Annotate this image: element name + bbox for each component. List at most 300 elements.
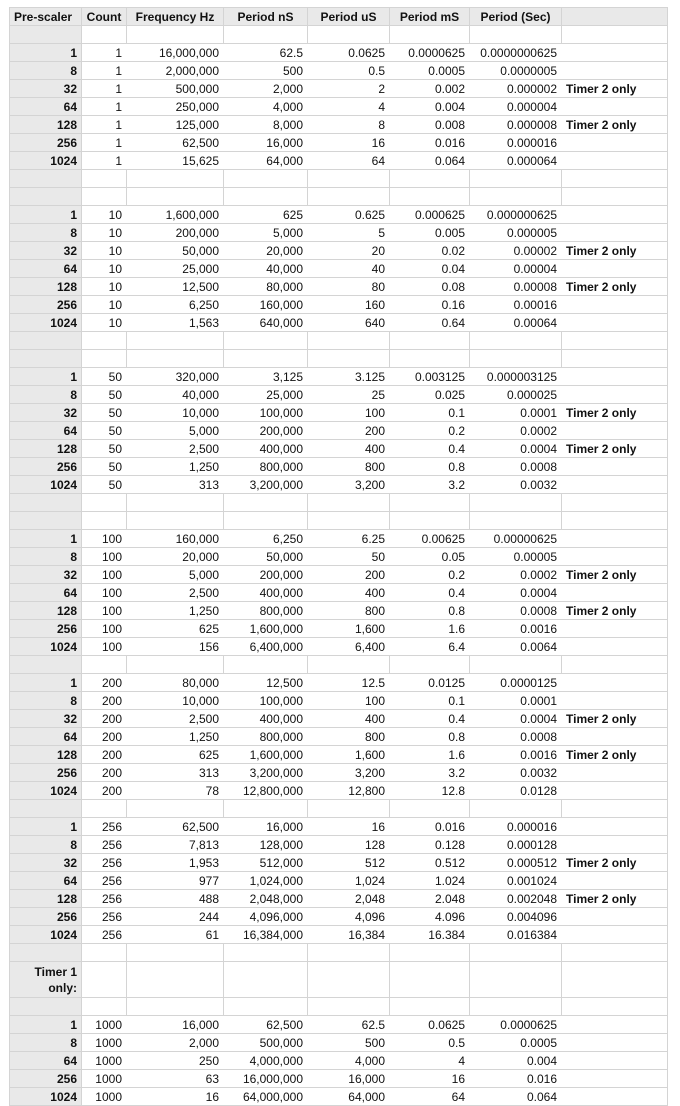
cell-period-ms[interactable]: 3.2 bbox=[390, 476, 470, 494]
cell-period-sec[interactable]: 0.0004 bbox=[470, 710, 562, 728]
cell-period-ns[interactable]: 16,000 bbox=[224, 818, 308, 836]
cell-period-ns[interactable]: 100,000 bbox=[224, 404, 308, 422]
cell-note[interactable] bbox=[562, 764, 668, 782]
cell-count[interactable]: 10 bbox=[82, 314, 127, 332]
cell-period-us[interactable]: 4,096 bbox=[308, 908, 390, 926]
cell-count[interactable]: 1000 bbox=[82, 1016, 127, 1034]
cell-empty[interactable] bbox=[562, 350, 668, 368]
cell-frequency-hz[interactable]: 62,500 bbox=[127, 818, 224, 836]
cell-count[interactable]: 50 bbox=[82, 440, 127, 458]
cell-empty[interactable] bbox=[562, 494, 668, 512]
cell-prescaler[interactable]: 8 bbox=[10, 836, 82, 854]
cell-note[interactable] bbox=[562, 62, 668, 80]
timer1-only-label[interactable]: Timer 1 only: bbox=[10, 962, 82, 998]
cell-count[interactable]: 256 bbox=[82, 890, 127, 908]
cell-empty[interactable] bbox=[562, 962, 668, 998]
cell-count[interactable]: 1 bbox=[82, 116, 127, 134]
cell-empty[interactable] bbox=[224, 26, 308, 44]
cell-note[interactable] bbox=[562, 368, 668, 386]
cell-note[interactable] bbox=[562, 548, 668, 566]
cell-count[interactable]: 1000 bbox=[82, 1052, 127, 1070]
cell-note[interactable] bbox=[562, 530, 668, 548]
cell-empty[interactable] bbox=[127, 332, 224, 350]
cell-frequency-hz[interactable]: 977 bbox=[127, 872, 224, 890]
cell-count[interactable]: 100 bbox=[82, 566, 127, 584]
cell-period-ms[interactable]: 0.1 bbox=[390, 404, 470, 422]
cell-frequency-hz[interactable]: 5,000 bbox=[127, 566, 224, 584]
cell-period-ms[interactable]: 0.0000625 bbox=[390, 44, 470, 62]
cell-period-sec[interactable]: 0.0032 bbox=[470, 476, 562, 494]
cell-period-sec[interactable]: 0.000016 bbox=[470, 818, 562, 836]
timer2-only-note[interactable]: Timer 2 only bbox=[562, 746, 668, 764]
cell-period-ms[interactable]: 1.6 bbox=[390, 620, 470, 638]
cell-period-ms[interactable]: 0.8 bbox=[390, 728, 470, 746]
cell-period-ns[interactable]: 500 bbox=[224, 62, 308, 80]
cell-empty[interactable] bbox=[127, 512, 224, 530]
header-period-us[interactable]: Period uS bbox=[308, 8, 390, 26]
cell-empty[interactable] bbox=[562, 998, 668, 1016]
cell-empty[interactable] bbox=[562, 944, 668, 962]
cell-period-ms[interactable]: 12.8 bbox=[390, 782, 470, 800]
cell-period-us[interactable]: 800 bbox=[308, 728, 390, 746]
cell-count[interactable]: 100 bbox=[82, 620, 127, 638]
cell-note[interactable] bbox=[562, 782, 668, 800]
cell-period-us[interactable]: 64,000 bbox=[308, 1088, 390, 1106]
cell-period-ms[interactable]: 0.0125 bbox=[390, 674, 470, 692]
cell-frequency-hz[interactable]: 500,000 bbox=[127, 80, 224, 98]
cell-empty[interactable] bbox=[562, 26, 668, 44]
cell-period-us[interactable]: 1,600 bbox=[308, 746, 390, 764]
cell-period-ns[interactable]: 16,000,000 bbox=[224, 1070, 308, 1088]
cell-empty[interactable] bbox=[127, 962, 224, 998]
cell-empty[interactable] bbox=[82, 188, 127, 206]
cell-period-sec[interactable]: 0.0000125 bbox=[470, 674, 562, 692]
cell-empty[interactable] bbox=[470, 962, 562, 998]
timer2-only-note[interactable]: Timer 2 only bbox=[562, 602, 668, 620]
cell-period-ns[interactable]: 62,500 bbox=[224, 1016, 308, 1034]
cell-period-sec[interactable]: 0.00005 bbox=[470, 548, 562, 566]
cell-note[interactable] bbox=[562, 314, 668, 332]
cell-prescaler[interactable]: 8 bbox=[10, 224, 82, 242]
cell-count[interactable]: 10 bbox=[82, 224, 127, 242]
header-count[interactable]: Count bbox=[82, 8, 127, 26]
cell-count[interactable]: 100 bbox=[82, 602, 127, 620]
cell-prescaler[interactable]: 1 bbox=[10, 1016, 82, 1034]
cell-period-ms[interactable]: 0.025 bbox=[390, 386, 470, 404]
cell-note[interactable] bbox=[562, 638, 668, 656]
cell-period-ns[interactable]: 1,024,000 bbox=[224, 872, 308, 890]
cell-frequency-hz[interactable]: 20,000 bbox=[127, 548, 224, 566]
cell-empty[interactable] bbox=[224, 944, 308, 962]
cell-empty[interactable] bbox=[390, 998, 470, 1016]
cell-prescaler[interactable]: 1 bbox=[10, 368, 82, 386]
cell-frequency-hz[interactable]: 2,500 bbox=[127, 440, 224, 458]
cell-period-ns[interactable]: 128,000 bbox=[224, 836, 308, 854]
cell-period-us[interactable]: 80 bbox=[308, 278, 390, 296]
cell-prescaler[interactable]: 32 bbox=[10, 80, 82, 98]
cell-period-ns[interactable]: 62.5 bbox=[224, 44, 308, 62]
cell-prescaler[interactable]: 64 bbox=[10, 422, 82, 440]
cell-note[interactable] bbox=[562, 1016, 668, 1034]
cell-period-ms[interactable]: 0.4 bbox=[390, 584, 470, 602]
cell-empty[interactable] bbox=[224, 800, 308, 818]
cell-period-us[interactable]: 2,048 bbox=[308, 890, 390, 908]
cell-count[interactable]: 1 bbox=[82, 44, 127, 62]
cell-empty[interactable] bbox=[82, 332, 127, 350]
cell-frequency-hz[interactable]: 313 bbox=[127, 764, 224, 782]
cell-period-ms[interactable]: 1.024 bbox=[390, 872, 470, 890]
cell-prescaler[interactable]: 8 bbox=[10, 548, 82, 566]
cell-count[interactable]: 50 bbox=[82, 368, 127, 386]
cell-period-ms[interactable]: 0.4 bbox=[390, 710, 470, 728]
cell-note[interactable] bbox=[562, 692, 668, 710]
cell-period-us[interactable]: 5 bbox=[308, 224, 390, 242]
cell-period-sec[interactable]: 0.0004 bbox=[470, 584, 562, 602]
cell-period-ns[interactable]: 64,000 bbox=[224, 152, 308, 170]
cell-prescaler[interactable]: 8 bbox=[10, 62, 82, 80]
cell-count[interactable]: 200 bbox=[82, 674, 127, 692]
cell-period-sec[interactable]: 0.000000625 bbox=[470, 206, 562, 224]
cell-frequency-hz[interactable]: 125,000 bbox=[127, 116, 224, 134]
cell-note[interactable] bbox=[562, 44, 668, 62]
cell-empty[interactable] bbox=[224, 962, 308, 998]
cell-period-sec[interactable]: 0.0008 bbox=[470, 602, 562, 620]
cell-count[interactable]: 256 bbox=[82, 872, 127, 890]
cell-prescaler[interactable]: 1024 bbox=[10, 782, 82, 800]
cell-period-ns[interactable]: 160,000 bbox=[224, 296, 308, 314]
cell-prescaler[interactable]: 64 bbox=[10, 584, 82, 602]
timer2-only-note[interactable]: Timer 2 only bbox=[562, 242, 668, 260]
cell-frequency-hz[interactable]: 10,000 bbox=[127, 404, 224, 422]
cell-empty[interactable] bbox=[308, 170, 390, 188]
cell-period-sec[interactable]: 0.000128 bbox=[470, 836, 562, 854]
timer2-only-note[interactable]: Timer 2 only bbox=[562, 566, 668, 584]
cell-empty[interactable] bbox=[562, 656, 668, 674]
cell-period-sec[interactable]: 0.000008 bbox=[470, 116, 562, 134]
cell-prescaler[interactable]: 1 bbox=[10, 206, 82, 224]
cell-period-sec[interactable]: 0.016384 bbox=[470, 926, 562, 944]
cell-empty[interactable] bbox=[390, 800, 470, 818]
cell-period-ms[interactable]: 0.08 bbox=[390, 278, 470, 296]
cell-empty[interactable] bbox=[82, 998, 127, 1016]
cell-empty[interactable] bbox=[470, 998, 562, 1016]
cell-period-us[interactable]: 25 bbox=[308, 386, 390, 404]
cell-period-ns[interactable]: 2,048,000 bbox=[224, 890, 308, 908]
cell-period-us[interactable]: 128 bbox=[308, 836, 390, 854]
cell-count[interactable]: 10 bbox=[82, 278, 127, 296]
cell-empty[interactable] bbox=[10, 800, 82, 818]
cell-period-ns[interactable]: 1,600,000 bbox=[224, 746, 308, 764]
cell-empty[interactable] bbox=[127, 170, 224, 188]
cell-empty[interactable] bbox=[308, 332, 390, 350]
cell-prescaler[interactable]: 256 bbox=[10, 296, 82, 314]
cell-count[interactable]: 1000 bbox=[82, 1034, 127, 1052]
cell-prescaler[interactable]: 1024 bbox=[10, 152, 82, 170]
cell-frequency-hz[interactable]: 2,000 bbox=[127, 1034, 224, 1052]
cell-period-sec[interactable]: 0.0002 bbox=[470, 422, 562, 440]
cell-period-ns[interactable]: 100,000 bbox=[224, 692, 308, 710]
cell-period-us[interactable]: 640 bbox=[308, 314, 390, 332]
cell-period-ms[interactable]: 0.04 bbox=[390, 260, 470, 278]
cell-period-sec[interactable]: 0.0128 bbox=[470, 782, 562, 800]
cell-period-sec[interactable]: 0.00064 bbox=[470, 314, 562, 332]
cell-frequency-hz[interactable]: 15,625 bbox=[127, 152, 224, 170]
cell-prescaler[interactable]: 1024 bbox=[10, 926, 82, 944]
cell-empty[interactable] bbox=[390, 26, 470, 44]
cell-empty[interactable] bbox=[127, 188, 224, 206]
cell-note[interactable] bbox=[562, 260, 668, 278]
cell-period-us[interactable]: 12.5 bbox=[308, 674, 390, 692]
cell-empty[interactable] bbox=[390, 656, 470, 674]
cell-count[interactable]: 256 bbox=[82, 926, 127, 944]
timer2-only-note[interactable]: Timer 2 only bbox=[562, 404, 668, 422]
cell-empty[interactable] bbox=[10, 350, 82, 368]
cell-period-ms[interactable]: 4 bbox=[390, 1052, 470, 1070]
cell-frequency-hz[interactable]: 25,000 bbox=[127, 260, 224, 278]
timer2-only-note[interactable]: Timer 2 only bbox=[562, 116, 668, 134]
cell-empty[interactable] bbox=[470, 188, 562, 206]
cell-prescaler[interactable]: 128 bbox=[10, 440, 82, 458]
cell-note[interactable] bbox=[562, 134, 668, 152]
cell-note[interactable] bbox=[562, 872, 668, 890]
cell-frequency-hz[interactable]: 78 bbox=[127, 782, 224, 800]
cell-frequency-hz[interactable]: 1,563 bbox=[127, 314, 224, 332]
cell-empty[interactable] bbox=[10, 656, 82, 674]
cell-period-us[interactable]: 200 bbox=[308, 566, 390, 584]
cell-prescaler[interactable]: 1024 bbox=[10, 1088, 82, 1106]
cell-note[interactable] bbox=[562, 584, 668, 602]
cell-period-sec[interactable]: 0.00016 bbox=[470, 296, 562, 314]
timer2-only-note[interactable]: Timer 2 only bbox=[562, 854, 668, 872]
cell-frequency-hz[interactable]: 80,000 bbox=[127, 674, 224, 692]
cell-prescaler[interactable]: 128 bbox=[10, 746, 82, 764]
cell-prescaler[interactable]: 32 bbox=[10, 404, 82, 422]
cell-count[interactable]: 1000 bbox=[82, 1088, 127, 1106]
cell-prescaler[interactable]: 256 bbox=[10, 764, 82, 782]
cell-period-us[interactable]: 6,400 bbox=[308, 638, 390, 656]
cell-period-ms[interactable]: 0.002 bbox=[390, 80, 470, 98]
cell-period-sec[interactable]: 0.0008 bbox=[470, 728, 562, 746]
cell-period-ns[interactable]: 5,000 bbox=[224, 224, 308, 242]
cell-period-ns[interactable]: 40,000 bbox=[224, 260, 308, 278]
cell-empty[interactable] bbox=[390, 962, 470, 998]
cell-empty[interactable] bbox=[470, 944, 562, 962]
cell-period-ns[interactable]: 3,200,000 bbox=[224, 476, 308, 494]
cell-period-ns[interactable]: 25,000 bbox=[224, 386, 308, 404]
cell-empty[interactable] bbox=[82, 350, 127, 368]
cell-period-ns[interactable]: 800,000 bbox=[224, 728, 308, 746]
cell-period-sec[interactable]: 0.000512 bbox=[470, 854, 562, 872]
cell-count[interactable]: 200 bbox=[82, 764, 127, 782]
cell-period-ns[interactable]: 6,400,000 bbox=[224, 638, 308, 656]
cell-period-sec[interactable]: 0.000003125 bbox=[470, 368, 562, 386]
cell-prescaler[interactable]: 8 bbox=[10, 386, 82, 404]
cell-empty[interactable] bbox=[562, 170, 668, 188]
cell-period-ms[interactable]: 0.8 bbox=[390, 602, 470, 620]
cell-period-us[interactable]: 200 bbox=[308, 422, 390, 440]
cell-count[interactable]: 50 bbox=[82, 458, 127, 476]
cell-period-ns[interactable]: 400,000 bbox=[224, 710, 308, 728]
cell-period-ns[interactable]: 800,000 bbox=[224, 458, 308, 476]
cell-period-sec[interactable]: 0.0004 bbox=[470, 440, 562, 458]
cell-count[interactable]: 100 bbox=[82, 638, 127, 656]
header-period-ms[interactable]: Period mS bbox=[390, 8, 470, 26]
cell-period-us[interactable]: 0.5 bbox=[308, 62, 390, 80]
cell-prescaler[interactable]: 128 bbox=[10, 602, 82, 620]
cell-period-us[interactable]: 100 bbox=[308, 404, 390, 422]
cell-frequency-hz[interactable]: 1,953 bbox=[127, 854, 224, 872]
cell-prescaler[interactable]: 256 bbox=[10, 620, 82, 638]
cell-period-us[interactable]: 4 bbox=[308, 98, 390, 116]
cell-note[interactable] bbox=[562, 620, 668, 638]
cell-count[interactable]: 1000 bbox=[82, 1070, 127, 1088]
cell-period-sec[interactable]: 0.0016 bbox=[470, 620, 562, 638]
cell-period-us[interactable]: 400 bbox=[308, 440, 390, 458]
cell-period-ns[interactable]: 4,096,000 bbox=[224, 908, 308, 926]
cell-period-ms[interactable]: 0.000625 bbox=[390, 206, 470, 224]
cell-period-ns[interactable]: 12,800,000 bbox=[224, 782, 308, 800]
cell-period-sec[interactable]: 0.0001 bbox=[470, 692, 562, 710]
cell-period-us[interactable]: 400 bbox=[308, 584, 390, 602]
cell-count[interactable]: 256 bbox=[82, 818, 127, 836]
cell-empty[interactable] bbox=[10, 188, 82, 206]
cell-frequency-hz[interactable]: 6,250 bbox=[127, 296, 224, 314]
cell-period-ms[interactable]: 3.2 bbox=[390, 764, 470, 782]
cell-period-us[interactable]: 12,800 bbox=[308, 782, 390, 800]
cell-empty[interactable] bbox=[470, 512, 562, 530]
cell-period-sec[interactable]: 0.0002 bbox=[470, 566, 562, 584]
cell-period-us[interactable]: 800 bbox=[308, 602, 390, 620]
cell-period-ns[interactable]: 200,000 bbox=[224, 566, 308, 584]
cell-period-us[interactable]: 1,024 bbox=[308, 872, 390, 890]
cell-note[interactable] bbox=[562, 296, 668, 314]
cell-prescaler[interactable]: 32 bbox=[10, 242, 82, 260]
cell-empty[interactable] bbox=[470, 26, 562, 44]
cell-period-ms[interactable]: 0.512 bbox=[390, 854, 470, 872]
cell-period-ms[interactable]: 0.4 bbox=[390, 440, 470, 458]
cell-frequency-hz[interactable]: 160,000 bbox=[127, 530, 224, 548]
cell-frequency-hz[interactable]: 2,000,000 bbox=[127, 62, 224, 80]
cell-count[interactable]: 10 bbox=[82, 206, 127, 224]
cell-empty[interactable] bbox=[10, 998, 82, 1016]
cell-period-us[interactable]: 500 bbox=[308, 1034, 390, 1052]
cell-period-ms[interactable]: 16.384 bbox=[390, 926, 470, 944]
cell-period-ns[interactable]: 3,200,000 bbox=[224, 764, 308, 782]
cell-prescaler[interactable]: 1024 bbox=[10, 314, 82, 332]
cell-empty[interactable] bbox=[308, 656, 390, 674]
cell-period-us[interactable]: 40 bbox=[308, 260, 390, 278]
cell-period-ms[interactable]: 0.004 bbox=[390, 98, 470, 116]
cell-empty[interactable] bbox=[224, 332, 308, 350]
cell-period-ns[interactable]: 500,000 bbox=[224, 1034, 308, 1052]
cell-period-ms[interactable]: 0.0005 bbox=[390, 62, 470, 80]
cell-frequency-hz[interactable]: 16,000,000 bbox=[127, 44, 224, 62]
cell-period-sec[interactable]: 0.0016 bbox=[470, 746, 562, 764]
cell-count[interactable]: 1 bbox=[82, 152, 127, 170]
timer2-only-note[interactable]: Timer 2 only bbox=[562, 278, 668, 296]
cell-period-ms[interactable]: 4.096 bbox=[390, 908, 470, 926]
cell-frequency-hz[interactable]: 16,000 bbox=[127, 1016, 224, 1034]
cell-period-ns[interactable]: 8,000 bbox=[224, 116, 308, 134]
cell-empty[interactable] bbox=[390, 512, 470, 530]
cell-prescaler[interactable]: 1 bbox=[10, 674, 82, 692]
cell-empty[interactable] bbox=[308, 962, 390, 998]
cell-count[interactable]: 50 bbox=[82, 404, 127, 422]
cell-empty[interactable] bbox=[10, 512, 82, 530]
cell-frequency-hz[interactable]: 625 bbox=[127, 746, 224, 764]
cell-period-ns[interactable]: 640,000 bbox=[224, 314, 308, 332]
cell-empty[interactable] bbox=[10, 944, 82, 962]
cell-frequency-hz[interactable]: 200,000 bbox=[127, 224, 224, 242]
cell-period-sec[interactable]: 0.000025 bbox=[470, 386, 562, 404]
cell-note[interactable] bbox=[562, 728, 668, 746]
cell-count[interactable]: 200 bbox=[82, 746, 127, 764]
cell-count[interactable]: 10 bbox=[82, 296, 127, 314]
cell-note[interactable] bbox=[562, 818, 668, 836]
cell-period-sec[interactable]: 0.0064 bbox=[470, 638, 562, 656]
cell-empty[interactable] bbox=[308, 188, 390, 206]
cell-period-ns[interactable]: 512,000 bbox=[224, 854, 308, 872]
header-notes[interactable] bbox=[562, 8, 668, 26]
cell-period-us[interactable]: 62.5 bbox=[308, 1016, 390, 1034]
cell-empty[interactable] bbox=[224, 170, 308, 188]
cell-frequency-hz[interactable]: 250,000 bbox=[127, 98, 224, 116]
cell-period-ms[interactable]: 0.016 bbox=[390, 134, 470, 152]
cell-frequency-hz[interactable]: 50,000 bbox=[127, 242, 224, 260]
cell-period-ns[interactable]: 20,000 bbox=[224, 242, 308, 260]
timer2-only-note[interactable]: Timer 2 only bbox=[562, 440, 668, 458]
cell-period-ns[interactable]: 3,125 bbox=[224, 368, 308, 386]
cell-period-us[interactable]: 20 bbox=[308, 242, 390, 260]
cell-period-us[interactable]: 16 bbox=[308, 134, 390, 152]
cell-empty[interactable] bbox=[82, 26, 127, 44]
cell-empty[interactable] bbox=[470, 800, 562, 818]
cell-prescaler[interactable]: 128 bbox=[10, 890, 82, 908]
cell-empty[interactable] bbox=[308, 800, 390, 818]
cell-empty[interactable] bbox=[127, 656, 224, 674]
header-period-sec[interactable]: Period (Sec) bbox=[470, 8, 562, 26]
cell-period-sec[interactable]: 0.0000000625 bbox=[470, 44, 562, 62]
cell-empty[interactable] bbox=[562, 800, 668, 818]
cell-empty[interactable] bbox=[390, 170, 470, 188]
cell-period-sec[interactable]: 0.00004 bbox=[470, 260, 562, 278]
cell-period-us[interactable]: 6.25 bbox=[308, 530, 390, 548]
cell-period-ns[interactable]: 800,000 bbox=[224, 602, 308, 620]
cell-frequency-hz[interactable]: 625 bbox=[127, 620, 224, 638]
cell-prescaler[interactable]: 64 bbox=[10, 260, 82, 278]
cell-count[interactable]: 256 bbox=[82, 854, 127, 872]
cell-frequency-hz[interactable]: 12,500 bbox=[127, 278, 224, 296]
cell-frequency-hz[interactable]: 250 bbox=[127, 1052, 224, 1070]
cell-period-us[interactable]: 512 bbox=[308, 854, 390, 872]
cell-period-ms[interactable]: 0.05 bbox=[390, 548, 470, 566]
cell-period-sec[interactable]: 0.064 bbox=[470, 1088, 562, 1106]
cell-prescaler[interactable]: 8 bbox=[10, 692, 82, 710]
cell-period-sec[interactable]: 0.0032 bbox=[470, 764, 562, 782]
cell-frequency-hz[interactable]: 40,000 bbox=[127, 386, 224, 404]
cell-period-ms[interactable]: 0.8 bbox=[390, 458, 470, 476]
cell-period-ns[interactable]: 80,000 bbox=[224, 278, 308, 296]
cell-note[interactable] bbox=[562, 386, 668, 404]
cell-frequency-hz[interactable]: 2,500 bbox=[127, 710, 224, 728]
cell-period-us[interactable]: 400 bbox=[308, 710, 390, 728]
cell-period-sec[interactable]: 0.0000625 bbox=[470, 1016, 562, 1034]
cell-period-ms[interactable]: 0.005 bbox=[390, 224, 470, 242]
cell-period-ns[interactable]: 4,000,000 bbox=[224, 1052, 308, 1070]
cell-empty[interactable] bbox=[127, 800, 224, 818]
cell-frequency-hz[interactable]: 16 bbox=[127, 1088, 224, 1106]
cell-count[interactable]: 1 bbox=[82, 98, 127, 116]
